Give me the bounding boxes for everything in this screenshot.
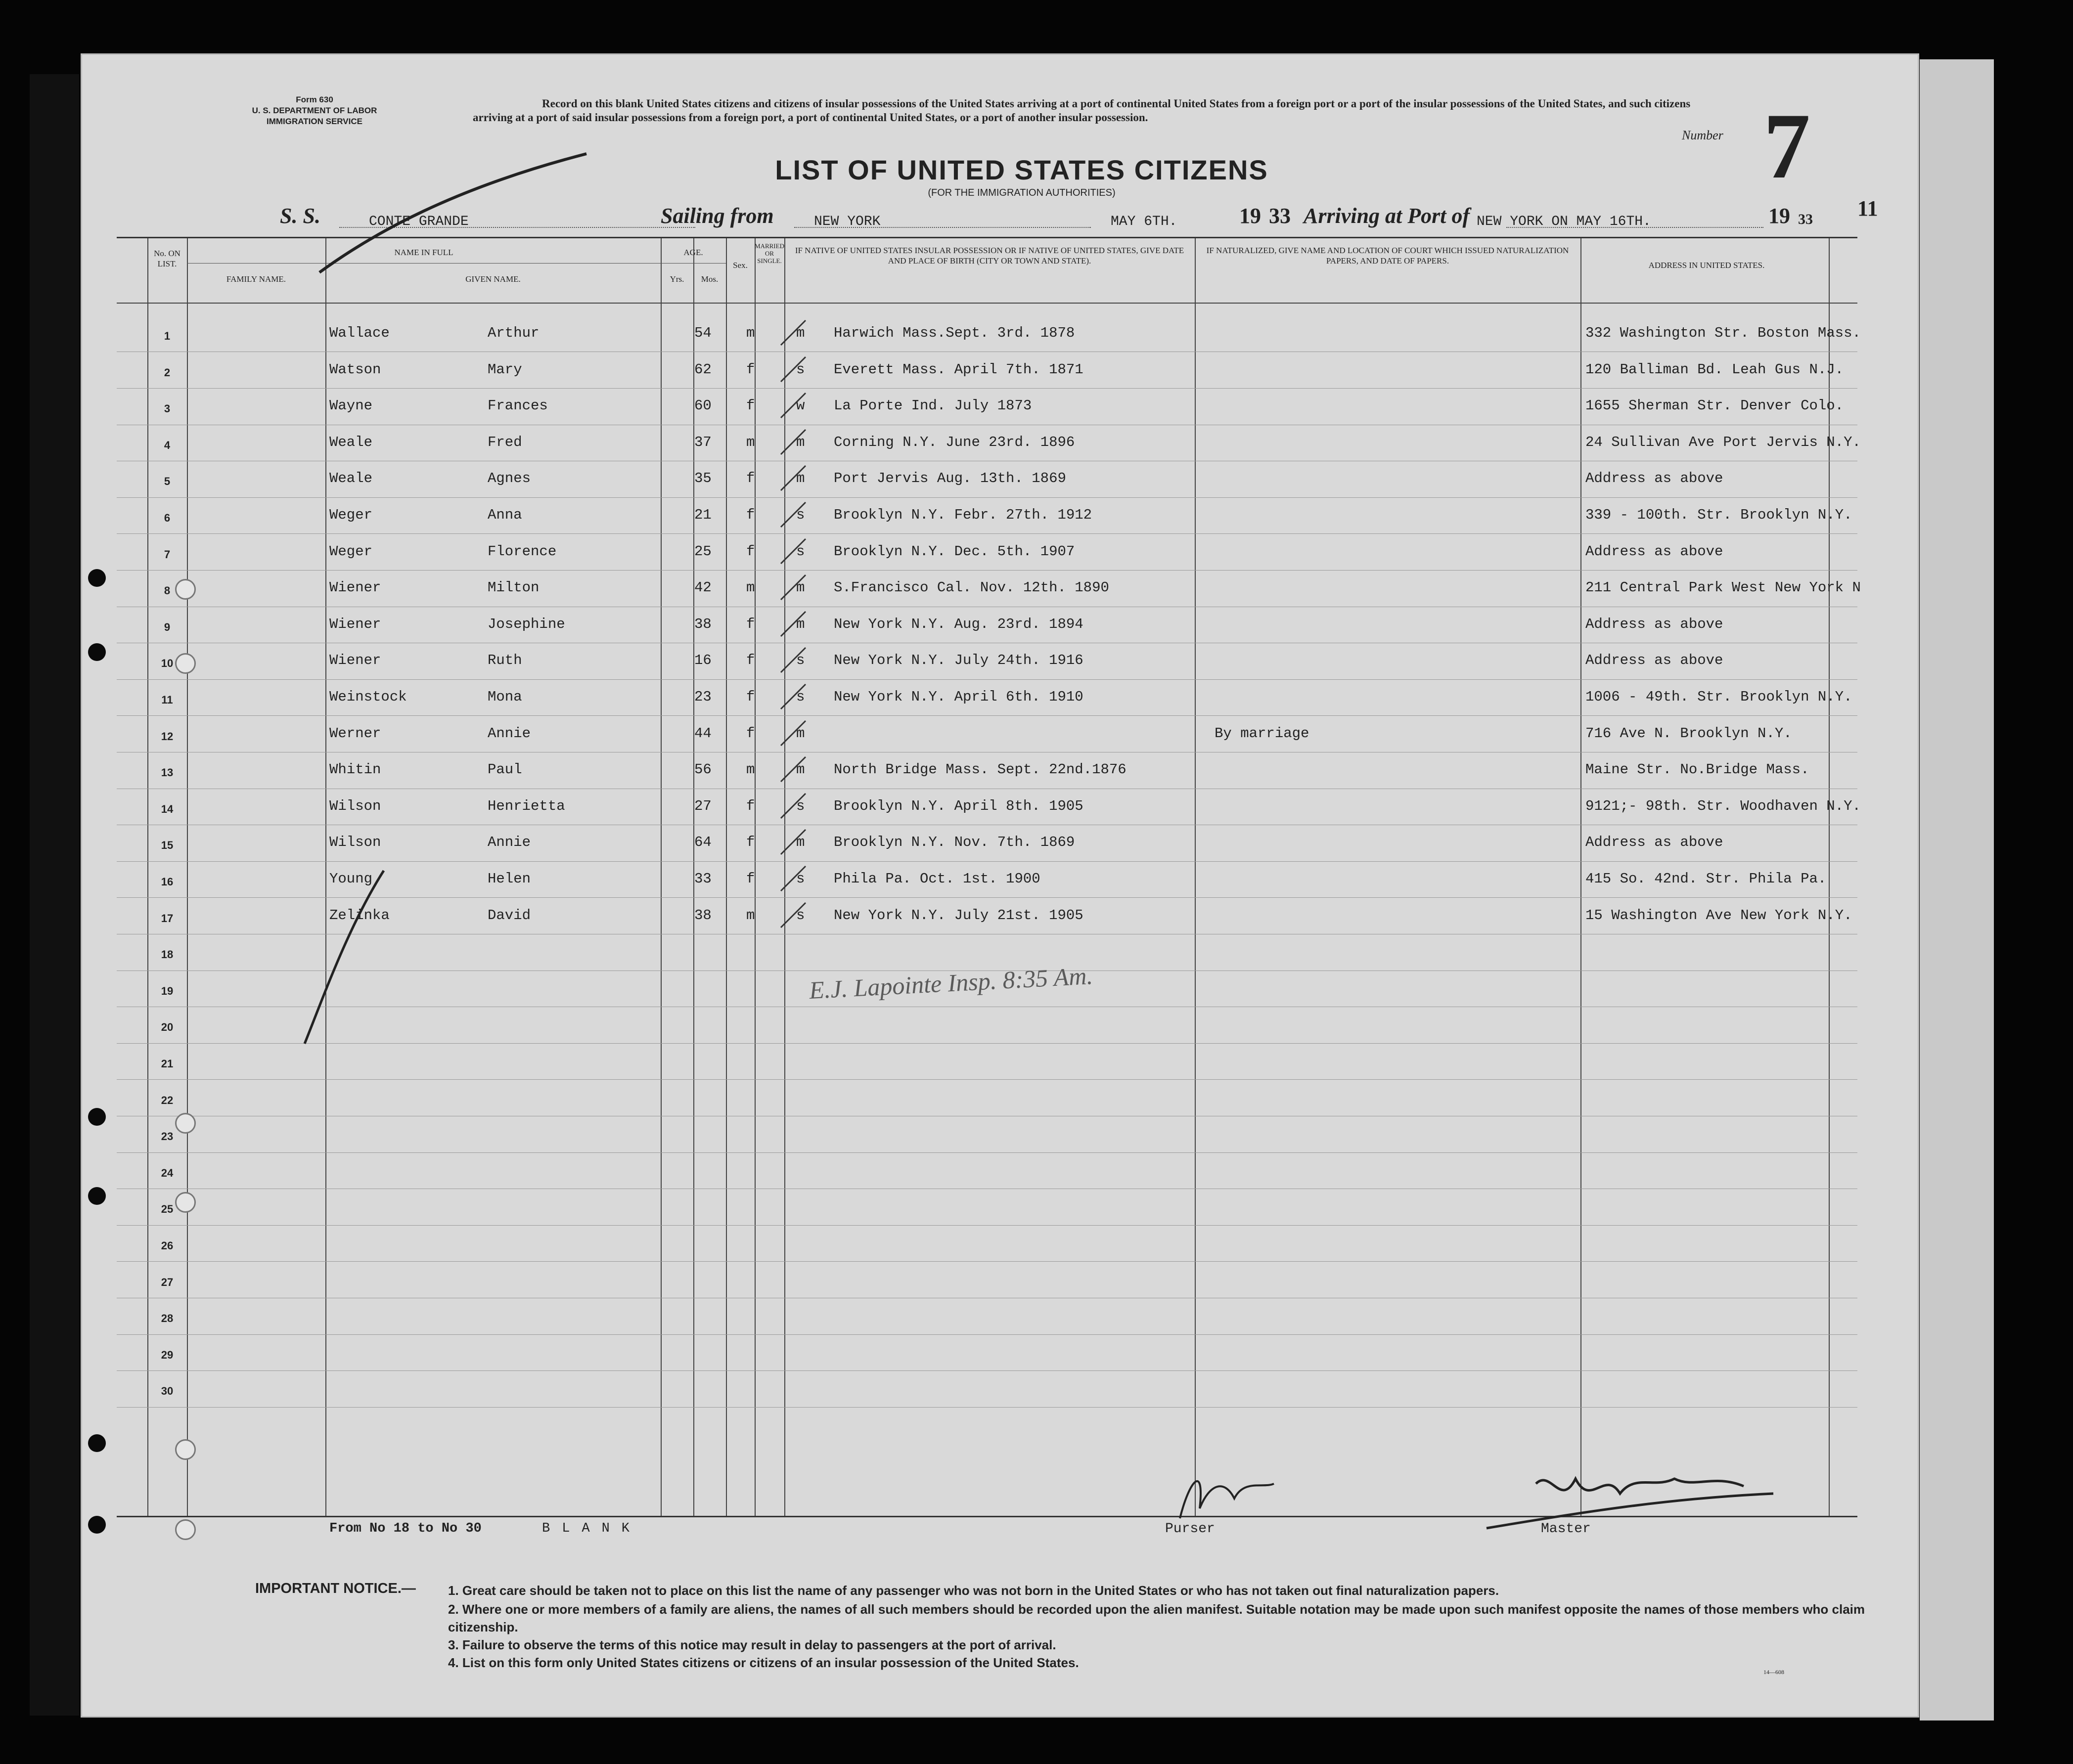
cell-birth: La Porte Ind. July 1873 xyxy=(834,397,1032,414)
cell-given: Arthur xyxy=(488,325,540,341)
row-number: 19 xyxy=(161,984,174,997)
row-rule xyxy=(117,1152,1857,1153)
cell-birth: Brooklyn N.Y. Nov. 7th. 1869 xyxy=(834,834,1075,851)
row-rule xyxy=(117,861,1857,862)
cell-addr: Maine Str. No.Bridge Mass. xyxy=(1585,761,1809,778)
row-number: 1 xyxy=(164,330,171,342)
cell-given: Mary xyxy=(488,361,522,378)
col-family-name: FAMILY NAME. xyxy=(226,274,286,284)
row-rule xyxy=(117,570,1857,571)
cell-yrs: 62 xyxy=(694,361,712,378)
row-number: 10 xyxy=(161,657,174,670)
footer-blank-word: BLANK xyxy=(542,1521,642,1536)
row-number: 6 xyxy=(164,512,171,524)
cell-given: David xyxy=(488,907,531,924)
sailing-date: MAY 6TH. xyxy=(1111,214,1177,229)
cell-sex: m xyxy=(746,434,755,450)
cell-sex: f xyxy=(746,797,755,814)
cell-ms: s xyxy=(796,361,805,378)
col-birth: IF NATIVE OF UNITED STATES INSULAR POSSESSION OR IF NATIVE OF UNITED STATES, GIVE DATE AND PLACE OF BIRTH (CITY OR TOWN AND STATE). xyxy=(795,246,1184,265)
cell-birth: New York N.Y. July 21st. 1905 xyxy=(834,907,1083,924)
cell-addr: 15 Washington Ave New York N.Y. xyxy=(1585,907,1852,924)
cell-birth: New York N.Y. April 6th. 1910 xyxy=(834,689,1083,705)
cell-birth: S.Francisco Cal. Nov. 12th. 1890 xyxy=(834,579,1109,596)
col-name-in-full: NAME IN FULL xyxy=(394,248,453,257)
col-yrs: Yrs. xyxy=(670,274,684,284)
cell-yrs: 35 xyxy=(694,470,712,487)
cell-given: Milton xyxy=(488,579,540,596)
sailing-label: Sailing from xyxy=(661,204,774,228)
cell-yrs: 60 xyxy=(694,397,712,414)
cell-given: Frances xyxy=(488,397,548,414)
cell-birth: North Bridge Mass. Sept. 22nd.1876 xyxy=(834,761,1127,778)
cell-yrs: 38 xyxy=(694,907,712,924)
sailing-year: 33 xyxy=(1269,204,1291,228)
cell-yrs: 42 xyxy=(694,579,712,596)
row-number: 21 xyxy=(161,1058,174,1070)
cell-ms: m xyxy=(796,761,805,778)
cell-birth: Brooklyn N.Y. Dec. 5th. 1907 xyxy=(834,543,1075,560)
punch-mark xyxy=(88,1434,106,1452)
cell-family: Wilson xyxy=(329,834,381,851)
row-number: 14 xyxy=(161,802,174,815)
cell-birth: New York N.Y. July 24th. 1916 xyxy=(834,652,1083,669)
row-rule xyxy=(117,1079,1857,1080)
col-naturalized: IF NATURALIZED, GIVE NAME AND LOCATION OF COURT WHICH ISSUED NATURALIZATION PAPERS, AND DATE OF PAPERS. xyxy=(1206,246,1569,265)
row-number: 12 xyxy=(161,730,174,743)
row-number: 8 xyxy=(164,584,171,597)
cell-given: Fred xyxy=(488,434,522,450)
cell-addr: Address as above xyxy=(1585,616,1723,632)
cell-addr: 211 Central Park West New York N xyxy=(1585,579,1861,596)
cell-yrs: 27 xyxy=(694,797,712,814)
cell-yrs: 54 xyxy=(694,325,712,341)
cell-addr: 716 Ave N. Brooklyn N.Y. xyxy=(1585,725,1792,742)
arriving-year-prefix: 19 xyxy=(1768,204,1790,228)
col-mos: Mos. xyxy=(701,274,719,284)
row-number: 15 xyxy=(161,839,174,852)
form-code: 14—608 xyxy=(1763,1669,1784,1676)
cell-family: Weger xyxy=(329,507,373,523)
cell-family: Whitin xyxy=(329,761,381,778)
row-number: 5 xyxy=(164,475,171,488)
row-rule xyxy=(117,1225,1857,1226)
tick-mark xyxy=(778,900,808,930)
cell-family: Wiener xyxy=(329,652,381,669)
tick-mark xyxy=(778,573,808,602)
tick-mark xyxy=(778,536,808,566)
page-title: LIST OF UNITED STATES CITIZENS xyxy=(775,154,1268,185)
tick-mark xyxy=(778,609,808,639)
cell-given: Annie xyxy=(488,725,531,742)
cell-family: Weger xyxy=(329,543,373,560)
cell-yrs: 23 xyxy=(694,689,712,705)
punch-mark xyxy=(88,643,106,661)
row-number: 24 xyxy=(161,1166,174,1179)
binder-hole xyxy=(175,653,196,674)
cell-addr: 332 Washington Str. Boston Mass. xyxy=(1585,325,1861,341)
cell-family: Young xyxy=(329,871,373,887)
arriving-label: Arriving at Port of xyxy=(1304,204,1470,228)
cell-given: Mona xyxy=(488,689,522,705)
tick-mark xyxy=(778,354,808,384)
row-number: 27 xyxy=(161,1276,174,1288)
col-married-single: MARRIED OR SINGLE. xyxy=(755,242,784,265)
arriving-port: NEW YORK ON MAY 16TH. xyxy=(1477,214,1651,229)
cell-birth: Corning N.Y. June 23rd. 1896 xyxy=(834,434,1075,450)
tick-mark xyxy=(778,500,808,529)
cell-family: Weinstock xyxy=(329,689,407,705)
cell-given: Ruth xyxy=(488,652,522,669)
cell-sex: f xyxy=(746,397,755,414)
punch-mark xyxy=(88,1516,106,1534)
cell-addr: Address as above xyxy=(1585,470,1723,487)
cell-family: Wilson xyxy=(329,797,381,814)
cell-ms: s xyxy=(796,689,805,705)
row-rule xyxy=(117,1370,1857,1371)
cell-family: Werner xyxy=(329,725,381,742)
cell-birth: New York N.Y. Aug. 23rd. 1894 xyxy=(834,616,1083,632)
cell-addr: 120 Balliman Bd. Leah Gus N.J. xyxy=(1585,361,1844,378)
cell-ms: s xyxy=(796,907,805,924)
cell-birth: Harwich Mass.Sept. 3rd. 1878 xyxy=(834,325,1075,341)
cell-given: Agnes xyxy=(488,470,531,487)
binder-hole xyxy=(175,1519,196,1540)
row-rule xyxy=(117,679,1857,680)
cell-birth: Brooklyn N.Y. April 8th. 1905 xyxy=(834,797,1083,814)
cell-ms: s xyxy=(796,652,805,669)
cell-addr: 339 - 100th. Str. Brooklyn N.Y. xyxy=(1585,507,1852,523)
number-label: Number xyxy=(1682,128,1723,142)
cell-ms: m xyxy=(796,725,805,742)
row-number: 7 xyxy=(164,548,171,561)
cell-family: Wiener xyxy=(329,579,381,596)
cell-birth: Phila Pa. Oct. 1st. 1900 xyxy=(834,871,1040,887)
pen-stroke-top xyxy=(315,144,591,282)
cell-ms: s xyxy=(796,507,805,523)
row-rule xyxy=(117,497,1857,498)
cell-addr: 1655 Sherman Str. Denver Colo. xyxy=(1585,397,1844,414)
row-rule xyxy=(117,1261,1857,1262)
tick-mark xyxy=(778,463,808,493)
cell-sex: f xyxy=(746,470,755,487)
cell-addr: Address as above xyxy=(1585,543,1723,560)
page-subtitle: (FOR THE IMMIGRATION AUTHORITIES) xyxy=(928,187,1116,198)
cell-yrs: 44 xyxy=(694,725,712,742)
cell-family: Zelinka xyxy=(329,907,390,924)
tick-mark xyxy=(778,391,808,420)
binder-hole xyxy=(175,1192,196,1213)
tick-mark xyxy=(778,318,808,348)
cell-sex: f xyxy=(746,689,755,705)
cell-family: Weale xyxy=(329,470,373,487)
cell-given: Annie xyxy=(488,834,531,851)
notice-item-1: 1. Great care should be taken not to place on this list the name of any passenger who was not born in the United States or who has not taken out final naturalization papers. xyxy=(448,1583,1499,1598)
cell-yrs: 16 xyxy=(694,652,712,669)
cell-birth: Port Jervis Aug. 13th. 1869 xyxy=(834,470,1066,487)
cell-given: Paul xyxy=(488,761,522,778)
cell-sex: f xyxy=(746,871,755,887)
col-sex: Sex. xyxy=(733,261,748,270)
cell-sex: f xyxy=(746,507,755,523)
cell-family: Wiener xyxy=(329,616,381,632)
col-given-name: GIVEN NAME. xyxy=(465,274,521,284)
row-rule xyxy=(117,1334,1857,1335)
cell-ms: s xyxy=(796,543,805,560)
cell-addr: Address as above xyxy=(1585,834,1723,851)
ss-label: S. S. xyxy=(280,204,320,228)
cell-sex: f xyxy=(746,725,755,742)
cell-sex: f xyxy=(746,616,755,632)
row-rule xyxy=(117,388,1857,389)
cell-sex: m xyxy=(746,579,755,596)
tick-mark xyxy=(778,682,808,711)
cell-ms: s xyxy=(796,871,805,887)
form-identifier xyxy=(161,94,468,127)
binder-hole xyxy=(175,1113,196,1134)
footer-blank-range: From No 18 to No 30 xyxy=(329,1521,482,1536)
notice-item-2: 2. Where one or more members of a family are aliens, the names of all such members should be recorded upon the alien manifest. Suitable notation may be made upon such manifest opposite the names of those members who claim citizenship. xyxy=(448,1602,1865,1634)
ship-name: CONTE GRANDE xyxy=(369,214,469,229)
cell-ms: m xyxy=(796,434,805,450)
row-rule xyxy=(117,533,1857,534)
cell-addr: Address as above xyxy=(1585,652,1723,669)
cell-given: Anna xyxy=(488,507,522,523)
cell-yrs: 38 xyxy=(694,616,712,632)
row-number: 26 xyxy=(161,1239,174,1252)
tick-mark xyxy=(778,827,808,857)
row-number: 18 xyxy=(161,948,174,961)
cell-addr: 9121;- 98th. Str. Woodhaven N.Y. xyxy=(1585,797,1861,814)
cell-yrs: 21 xyxy=(694,507,712,523)
tick-mark xyxy=(778,791,808,821)
cell-sex: m xyxy=(746,325,755,341)
cell-family: Wayne xyxy=(329,397,373,414)
cell-ms: m xyxy=(796,579,805,596)
notice-item-3: 3. Failure to observe the terms of this notice may result in delay to passengers at the port of arrival. xyxy=(448,1637,1056,1652)
service-name: IMMIGRATION SERVICE xyxy=(267,117,362,126)
col-age: AGE. xyxy=(683,248,703,257)
cell-nat: By marriage xyxy=(1215,725,1309,742)
tick-mark xyxy=(778,754,808,784)
row-number: 9 xyxy=(164,620,171,633)
inspector-annotation: E.J. Lapointe Insp. 8:35 Am. xyxy=(808,962,1094,1004)
arriving-year: 33 xyxy=(1798,211,1813,227)
row-number: 16 xyxy=(161,876,174,888)
col-address: ADDRESS IN UNITED STATES. xyxy=(1648,261,1765,270)
sailing-year-prefix: 19 xyxy=(1239,204,1261,228)
cell-given: Josephine xyxy=(488,616,565,632)
cell-yrs: 33 xyxy=(694,871,712,887)
row-number: 3 xyxy=(164,402,171,415)
master-signature xyxy=(1477,1439,1833,1538)
cell-sex: f xyxy=(746,834,755,851)
purser-signature xyxy=(1170,1449,1407,1528)
binder-hole xyxy=(175,579,196,600)
row-number: 4 xyxy=(164,439,171,451)
punch-mark xyxy=(88,1187,106,1205)
row-number: 2 xyxy=(164,366,171,379)
row-number: 28 xyxy=(161,1312,174,1325)
cell-sex: f xyxy=(746,543,755,560)
tick-mark xyxy=(778,864,808,893)
cell-given: Florence xyxy=(488,543,557,560)
cell-sex: f xyxy=(746,652,755,669)
purser-label: Purser xyxy=(1165,1521,1215,1537)
row-number: 29 xyxy=(161,1348,174,1361)
cell-yrs: 64 xyxy=(694,834,712,851)
cell-ms: s xyxy=(796,797,805,814)
tick-mark xyxy=(778,718,808,748)
row-number: 30 xyxy=(161,1385,174,1398)
cell-sex: m xyxy=(746,907,755,924)
cell-ms: m xyxy=(796,325,805,341)
cell-yrs: 56 xyxy=(694,761,712,778)
binder-hole xyxy=(175,1439,196,1460)
cell-addr: 24 Sullivan Ave Port Jervis N.Y. xyxy=(1585,434,1861,450)
cell-yrs: 25 xyxy=(694,543,712,560)
col-no: No. ON LIST. xyxy=(154,249,180,268)
row-rule xyxy=(117,1407,1857,1408)
form-number: Form 630 xyxy=(296,95,333,104)
cell-addr: 415 So. 42nd. Str. Phila Pa. xyxy=(1585,871,1827,887)
row-number: 13 xyxy=(161,766,174,779)
cell-addr: 1006 - 49th. Str. Brooklyn N.Y. xyxy=(1585,689,1852,705)
department-name: U. S. DEPARTMENT OF LABOR xyxy=(252,106,377,115)
row-rule xyxy=(117,715,1857,716)
record-instruction: Record on this blank United States citizens and citizens of insular possessions of the United States arriving at a port of continental United States from a foreign port or a port of the insular possessions of the United States, and such citizens arriving at a port of said insular possessions from a foreign port, a port of continental United States, or a port of another insular possession. xyxy=(473,97,1691,124)
scanner-edge-left xyxy=(30,74,79,1716)
cell-ms: m xyxy=(796,834,805,851)
cell-given: Helen xyxy=(488,871,531,887)
scanner-edge-right xyxy=(1920,59,1994,1720)
row-number: 17 xyxy=(161,912,174,925)
cell-sex: m xyxy=(746,761,755,778)
cell-ms: w xyxy=(796,397,805,414)
notice-item-4: 4. List on this form only United States citizens or citizens of an insular possession of the United States. xyxy=(448,1655,1079,1670)
punch-mark xyxy=(88,1108,106,1126)
cell-ms: m xyxy=(796,470,805,487)
cell-ms: m xyxy=(796,616,805,632)
tick-mark xyxy=(778,645,808,675)
row-number: 25 xyxy=(161,1203,174,1216)
list-number: 7 xyxy=(1763,94,1810,198)
pen-stroke-rows xyxy=(295,866,394,1054)
manifest-sheet xyxy=(81,53,1919,1718)
cell-sex: f xyxy=(746,361,755,378)
cell-family: Watson xyxy=(329,361,381,378)
cell-birth: Everett Mass. April 7th. 1871 xyxy=(834,361,1083,378)
row-number: 20 xyxy=(161,1021,174,1034)
cell-family: Weale xyxy=(329,434,373,450)
sailing-port: NEW YORK xyxy=(814,214,881,229)
row-number: 22 xyxy=(161,1094,174,1106)
row-number: 11 xyxy=(161,694,173,706)
sheet-count: 11 xyxy=(1857,196,1878,220)
cell-yrs: 37 xyxy=(694,434,712,450)
punch-mark xyxy=(88,569,106,587)
cell-family: Wallace xyxy=(329,325,390,341)
row-number: 23 xyxy=(161,1130,174,1143)
master-label: Master xyxy=(1541,1521,1591,1537)
cell-birth: Brooklyn N.Y. Febr. 27th. 1912 xyxy=(834,507,1092,523)
tick-mark xyxy=(778,427,808,457)
notice-heading: IMPORTANT NOTICE.— xyxy=(255,1581,416,1596)
cell-given: Henrietta xyxy=(488,797,565,814)
